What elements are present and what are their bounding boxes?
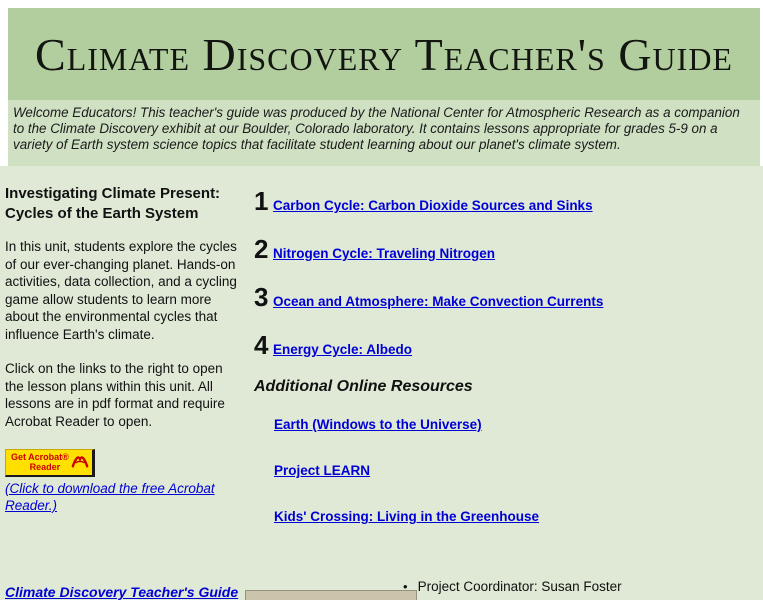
lesson-item-3 [254, 282, 763, 313]
lesson-number: 2 [254, 234, 269, 264]
lesson-item-4 [254, 330, 763, 361]
credit-project-coordinator: Project Coordinator: Susan Foster [417, 579, 622, 594]
resource-link-kids-crossing[interactable]: Kids' Crossing: Living in the Greenhouse [274, 509, 539, 524]
lesson-link-energy-cycle[interactable]: Energy Cycle: Albedo [273, 342, 413, 357]
get-acrobat-reader-button[interactable] [5, 449, 95, 477]
main-content [0, 166, 763, 600]
banner [8, 8, 760, 100]
intro-section [8, 100, 760, 166]
page-title: Climate Discovery Teacher's Guide [35, 28, 733, 80]
acrobat-reader-logo-icon [71, 451, 89, 474]
unit-description: In this unit, students explore the cycles of our ever-changing planet. Hands-on activities, data collection, and a cycling game allow students to learn more about the environmental cycles that influence Earth's climate. [5, 239, 237, 342]
lesson-number: 3 [254, 282, 269, 312]
additional-resources-heading: Additional Online Resources [254, 378, 473, 395]
lesson-list [248, 184, 763, 600]
lesson-link-carbon-cycle[interactable]: Carbon Cycle: Carbon Dioxide Sources and Sinks [273, 198, 593, 213]
footer-partial-image [245, 590, 417, 600]
lesson-item-2 [254, 234, 763, 265]
lesson-number: 4 [254, 330, 269, 360]
resource-link-project-learn[interactable]: Project LEARN [274, 463, 371, 478]
resource-item [274, 462, 763, 480]
footer-home-link[interactable]: Climate Discovery Teacher's Guide [5, 584, 239, 600]
acrobat-badge-line2: Reader [29, 462, 61, 473]
resource-link-earth-windows[interactable]: Earth (Windows to the Universe) [274, 417, 482, 432]
acrobat-download-link[interactable]: (Click to download the free Acrobat Reader.) [5, 480, 215, 513]
lesson-item-1 [254, 186, 763, 217]
bullet-icon: • [403, 579, 408, 594]
left-column [0, 184, 248, 600]
header-section [0, 0, 763, 166]
acrobat-badge-label [11, 452, 69, 472]
resource-item [274, 508, 763, 526]
lesson-number: 1 [254, 186, 269, 216]
footer-credits-list [403, 579, 622, 594]
lesson-link-ocean-atmosphere[interactable]: Ocean and Atmosphere: Make Convection Currents [273, 294, 604, 309]
lesson-link-nitrogen-cycle[interactable]: Nitrogen Cycle: Traveling Nitrogen [273, 246, 496, 261]
acrobat-badge-line1: Get Acrobat® [11, 452, 69, 463]
resource-item [274, 416, 763, 434]
unit-heading: Investigating Climate Present: Cycles of the Earth System [5, 185, 221, 222]
intro-paragraph: Welcome Educators! This teacher's guide was produced by the National Center for Atmospheric Research as a companion to the Climate Discovery exhibit at our Boulder, Colorado laboratory. It contains lessons appropriate for grades 5-9 on a variety of Earth system science topics that facilitate student learning about our planet's climate system. [13, 105, 740, 152]
unit-instructions: Click on the links to the right to open the lesson plans within this unit. All lessons are in pdf format and require Acrobat Reader to open. [5, 361, 225, 429]
